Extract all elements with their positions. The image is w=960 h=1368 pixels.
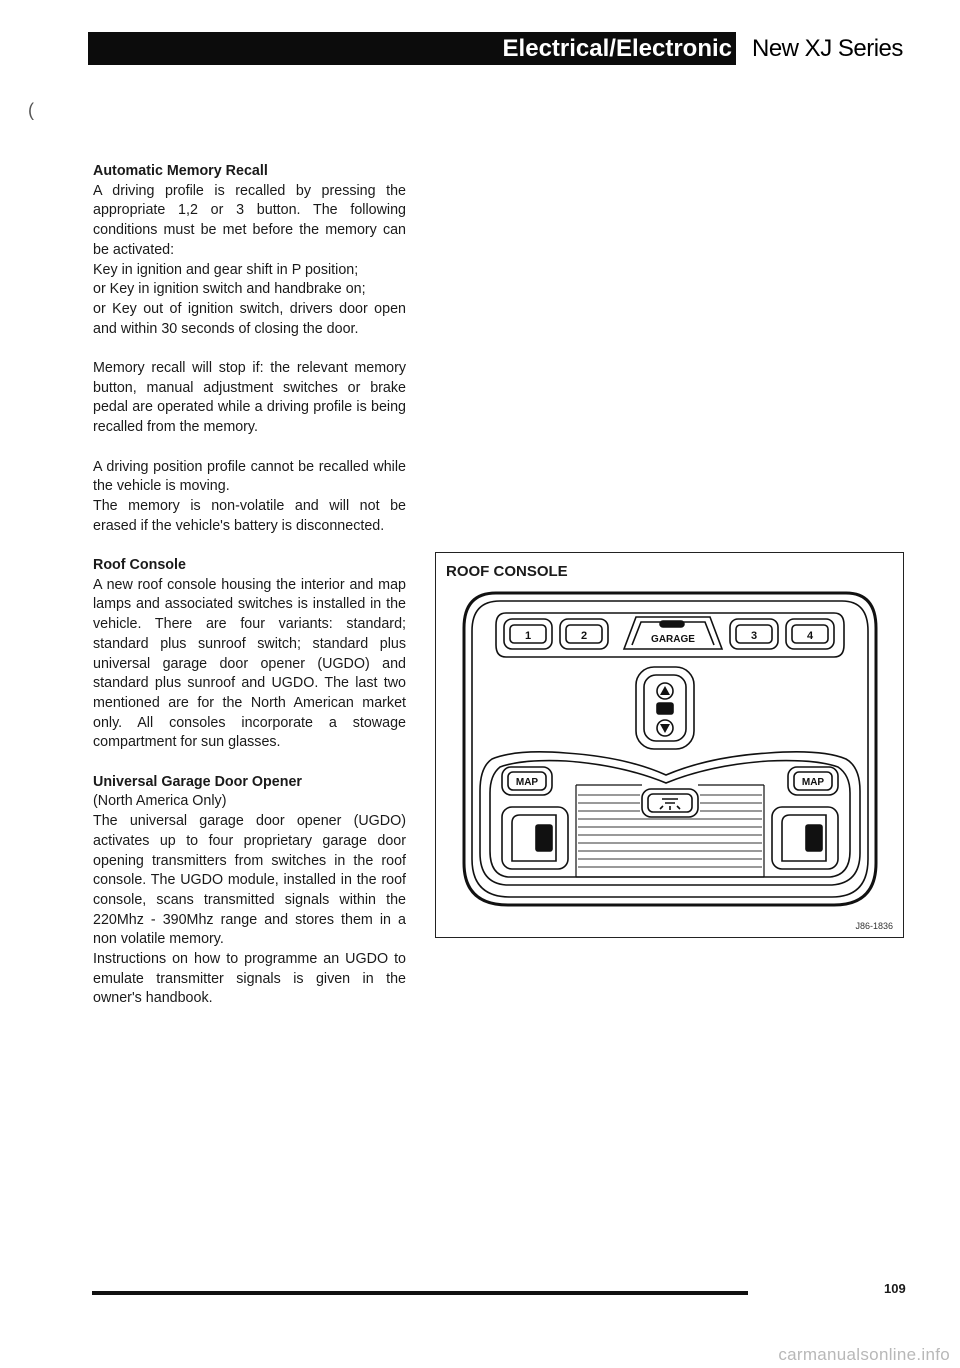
watermark-text: carmanualsonline.info [778,1345,950,1364]
memory-paragraph: A driving profile is recalled by pressing the appropriate 1,2 or 3 button. The following conditions must be met before the memory can be activated: [93,182,406,258]
garage-label: GARAGE [651,634,695,645]
sunroof-tilt-icon [657,703,673,714]
memory-condition: or Key in ignition switch and handbrake on; [93,281,366,298]
ugdo-paragraph: Instructions on how to programme an UGDO to emulate transmitter signals is given in the owner's handbook. [93,951,406,1007]
memory-condition: or Key out of ignition switch, drivers door open and within 30 seconds of closing the door. [93,300,406,337]
ugdo-heading: Universal Garage Door Opener [93,773,302,790]
ugdo-subheading: (North America Only) [93,793,227,810]
series-title: New XJ Series [752,35,903,62]
memory-paragraph: The memory is non-volatile and will not be erased if the vehicle's battery is disconnected. [93,497,406,534]
footer-rule [92,1291,748,1295]
roof-paragraph: A new roof console housing the interior and map lamps and associated switches is installed in the vehicle. There are four variants: standard; standard plus sunroof switch; standard plus universal garage door opener (UGDO) and standard plus sunroof and UGDO. The last two mentioned are for the North American market only. All consoles incorporate a stowage compartment for sun glasses. [93,576,406,751]
memory-paragraph: Memory recall will stop if: the relevant memory button, manual adjustment switches or brake pedal are operated while a driving profile is being recalled from the memory. [93,360,406,436]
memory-heading: Automatic Memory Recall [93,163,268,179]
roof-console-illustration [436,553,905,939]
figure-title: ROOF CONSOLE [446,563,568,580]
text-column [93,162,406,1009]
map-right-label: MAP [801,777,825,788]
roof-console-figure [435,552,904,938]
button-2-label: 2 [580,630,588,642]
map-left-label: MAP [515,777,539,788]
section-title: Electrical/Electronic [502,35,732,62]
roof-heading: Roof Console [93,557,186,574]
button-3-label: 3 [750,630,758,642]
figure-reference: J86-1836 [855,921,893,931]
button-1-label: 1 [524,630,532,642]
memory-paragraph: A driving position profile cannot be recalled while the vehicle is moving. [93,458,406,495]
memory-condition: Key in ignition and gear shift in P position; [93,261,359,278]
ugdo-paragraph: The universal garage door opener (UGDO) activates up to four proprietary garage door opening transmitters from switches in the roof console. The UGDO module, installed in the roof console, scans transmitted signals within the 220Mhz - 390Mhz range and stores them in a non volatile memory. [93,813,406,948]
page-number: 109 [884,1281,906,1296]
scan-mark: ( [28,100,34,120]
button-4-label: 4 [806,630,814,642]
